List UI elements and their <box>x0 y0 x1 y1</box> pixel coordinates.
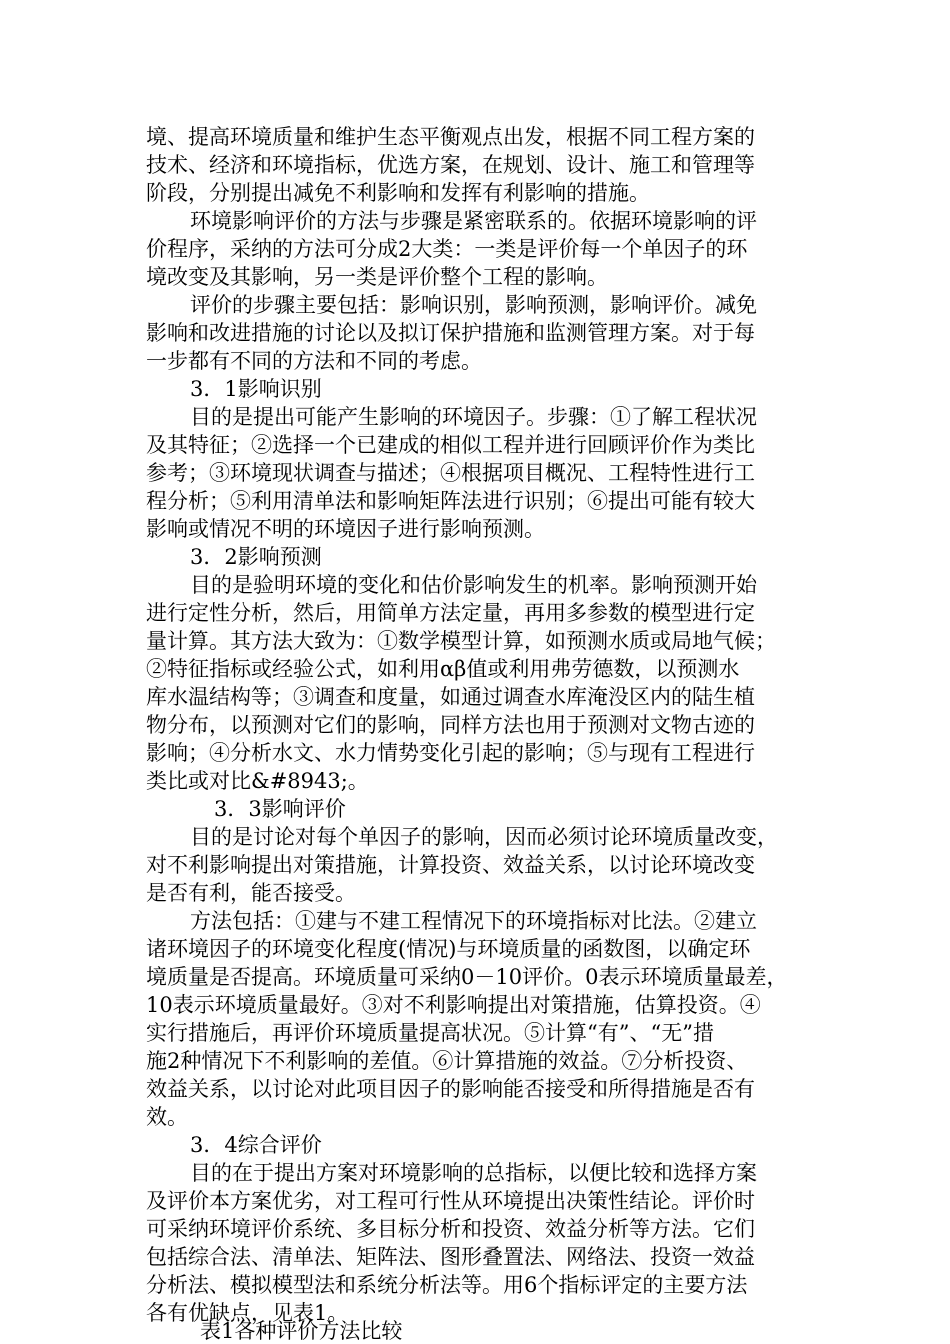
text-line: 及评价本方案优劣，对工程可行性从环境提出决策性结论。评价时 <box>146 1189 755 1213</box>
text-line: 程分析；⑤利用清单法和影响矩阵法进行识别；⑥提出可能有较大 <box>146 489 755 513</box>
text-line: 实行措施后，再评价环境质量提高状况。⑤计算“有”、“无”措 <box>146 1021 714 1045</box>
text-line: 库水温结构等；③调查和度量，如通过调查水库淹没区内的陆生植 <box>146 685 755 709</box>
text-line: 量计算。其方法大致为：①数学模型计算，如预测水质或局地气候； <box>146 629 776 653</box>
text-line: 阶段，分别提出减免不利影响和发挥有利影响的措施。 <box>146 181 650 205</box>
text-line: 是否有利，能否接受。 <box>146 881 356 905</box>
text-line: 效益关系，以讨论对此项目因子的影响能否接受和所得措施是否有 <box>146 1077 755 1101</box>
text-line: 目的是提出可能产生影响的环境因子。步骤：①了解工程状况 <box>190 405 757 429</box>
text-line: 目的在于提出方案对环境影响的总指标，以便比较和选择方案 <box>190 1161 757 1185</box>
text-line: ②特征指标或经验公式，如利用αβ值或利用弗劳德数，以预测水 <box>146 657 740 681</box>
text-line: 环境影响评价的方法与步骤是紧密联系的。依据环境影响的评 <box>190 209 757 233</box>
section-heading: 3．4综合评价 <box>190 1133 322 1157</box>
text-line: 进行定性分析，然后，用简单方法定量，再用多参数的模型进行定 <box>146 601 755 625</box>
section-heading: 3．3影响评价 <box>214 797 346 821</box>
text-line: 境、提高环境质量和维护生态平衡观点出发，根据不同工程方案的 <box>146 125 755 149</box>
text-line: 包括综合法、清单法、矩阵法、图形叠置法、网络法、投资一效益 <box>146 1245 755 1269</box>
text-line: 技术、经济和环境指标，优选方案，在规划、设计、施工和管理等 <box>146 153 755 177</box>
text-line: 及其特征；②选择一个已建成的相似工程并进行回顾评价作为类比 <box>146 433 755 457</box>
text-line: 分析法、模拟模型法和系统分析法等。用6个指标评定的主要方法 <box>146 1273 748 1297</box>
text-line: 物分布，以预测对它们的影响，同样方法也用于预测对文物古迹的 <box>146 713 755 737</box>
text-line: 参考；③环境现状调查与描述；④根据项目概况、工程特性进行工 <box>146 461 755 485</box>
text-line: 10表示环境质量最好。③对不利影响提出对策措施，估算投资。④ <box>146 993 761 1017</box>
text-line: 目的是讨论对每个单因子的影响，因而必须讨论环境质量改变， <box>190 825 778 849</box>
text-line: 一步都有不同的方法和不同的考虑。 <box>146 349 482 373</box>
text-line: 施2种情况下不利影响的差值。⑥计算措施的效益。⑦分析投资、 <box>146 1049 748 1073</box>
text-line: 境质量是否提高。环境质量可采纳0－10评价。0表示环境质量最差， <box>146 965 788 989</box>
text-line: 各有优缺点，见表1。 <box>146 1301 349 1325</box>
text-line: 评价的步骤主要包括：影响识别，影响预测，影响评价。减免 <box>190 293 757 317</box>
text-line: 效。 <box>146 1105 188 1129</box>
table-caption: 表1各种评价方法比较 <box>200 1319 403 1343</box>
text-line: 类比或对比&#8943;。 <box>146 769 369 793</box>
text-line: 影响或情况不明的环境因子进行影响预测。 <box>146 517 545 541</box>
section-heading: 3．1影响识别 <box>190 377 322 401</box>
text-line: 境改变及其影响，另一类是评价整个工程的影响。 <box>146 265 608 289</box>
section-heading: 3．2影响预测 <box>190 545 322 569</box>
text-line: 可采纳环境评价系统、多目标分析和投资、效益分析等方法。它们 <box>146 1217 755 1241</box>
text-line: 价程序，采纳的方法可分成2大类：一类是评价每一个单因子的环 <box>146 237 748 261</box>
text-line: 方法包括：①建与不建工程情况下的环境指标对比法。②建立 <box>190 909 757 933</box>
text-line: 诸环境因子的环境变化程度(情况)与环境质量的函数图，以确定环 <box>146 937 751 961</box>
text-line: 目的是验明环境的变化和估价影响发生的机率。影响预测开始 <box>190 573 757 597</box>
text-line: 影响；④分析水文、水力情势变化引起的影响；⑤与现有工程进行 <box>146 741 755 765</box>
text-line: 影响和改进措施的讨论以及拟订保护措施和监测管理方案。对于每 <box>146 321 755 345</box>
text-line: 对不利影响提出对策措施，计算投资、效益关系，以讨论环境改变 <box>146 853 755 877</box>
